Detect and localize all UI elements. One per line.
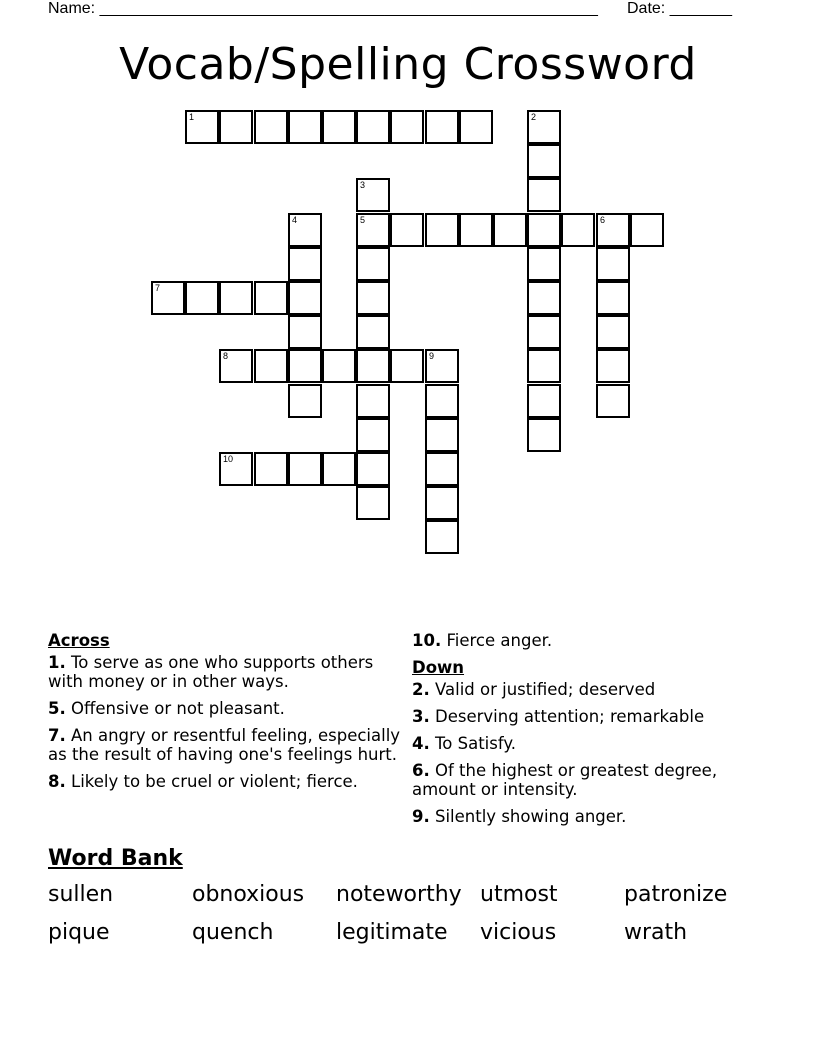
clue-number: 9 xyxy=(429,351,435,361)
crossword-cell[interactable] xyxy=(596,213,630,247)
crossword-cell[interactable] xyxy=(151,281,185,315)
clue-down-6: 6. Of the highest or greatest degree, amount or intensity. xyxy=(412,761,718,799)
crossword-cell[interactable] xyxy=(493,213,527,247)
crossword-cell[interactable] xyxy=(596,247,630,281)
clue-number: 4 xyxy=(292,215,298,225)
crossword-cell[interactable] xyxy=(425,520,459,554)
clue-number: 7 xyxy=(155,283,161,293)
crossword-cell[interactable] xyxy=(219,110,253,144)
crossword-cell[interactable] xyxy=(288,384,322,418)
crossword-cell[interactable] xyxy=(356,452,390,486)
clue-number: 8 xyxy=(223,351,229,361)
down-heading: Down xyxy=(412,658,465,677)
crossword-cell[interactable] xyxy=(219,452,253,486)
crossword-cell[interactable] xyxy=(322,349,356,383)
crossword-cell[interactable] xyxy=(527,281,561,315)
crossword-cell[interactable] xyxy=(356,247,390,281)
clues-right-column xyxy=(412,631,772,834)
crossword-cell[interactable] xyxy=(390,349,424,383)
crossword-cell[interactable] xyxy=(596,281,630,315)
crossword-cell[interactable] xyxy=(596,349,630,383)
clue-down-9: 9. Silently showing anger. xyxy=(412,807,627,826)
clue-down-3: 3. Deserving attention; remarkable xyxy=(412,707,705,726)
crossword-cell[interactable] xyxy=(425,486,459,520)
crossword-cell[interactable] xyxy=(356,110,390,144)
crossword-cell[interactable] xyxy=(254,349,288,383)
crossword-cell[interactable] xyxy=(527,349,561,383)
word-bank-item: utmost xyxy=(480,882,558,907)
clue-number: 2 xyxy=(531,112,537,122)
word-bank-item: pique xyxy=(48,920,110,945)
crossword-cell[interactable] xyxy=(288,315,322,349)
crossword-cell[interactable] xyxy=(254,281,288,315)
crossword-cell[interactable] xyxy=(459,213,493,247)
crossword-cell[interactable] xyxy=(425,418,459,452)
crossword-cell[interactable] xyxy=(288,213,322,247)
crossword-cell[interactable] xyxy=(527,247,561,281)
crossword-cell[interactable] xyxy=(254,110,288,144)
page-title: Vocab/Spelling Crossword xyxy=(119,39,697,90)
crossword-cell[interactable] xyxy=(185,110,219,144)
crossword-cell[interactable] xyxy=(561,213,595,247)
clue-number: 10 xyxy=(223,454,234,464)
crossword-cell[interactable] xyxy=(390,110,424,144)
word-bank-item: wrath xyxy=(624,920,688,945)
clue-number: 6 xyxy=(600,215,606,225)
crossword-cell[interactable] xyxy=(322,110,356,144)
clue-across-7: 7. An angry or resentful feeling, especially as the result of having one's feelings hurt. xyxy=(48,726,401,764)
word-bank-title: Word Bank xyxy=(48,846,183,871)
crossword-cell[interactable] xyxy=(288,110,322,144)
crossword-cell[interactable] xyxy=(288,281,322,315)
crossword-cell[interactable] xyxy=(596,315,630,349)
word-bank-item: patronize xyxy=(624,882,728,907)
word-bank-item: quench xyxy=(192,920,274,945)
crossword-cell[interactable] xyxy=(527,315,561,349)
date-field-label: Date: _______ xyxy=(627,0,732,17)
clue-down-2: 2. Valid or justified; deserved xyxy=(412,680,656,699)
crossword-cell[interactable] xyxy=(185,281,219,315)
name-field-label: Name: ________________________________________________________ xyxy=(48,0,598,17)
crossword-cell[interactable] xyxy=(288,452,322,486)
crossword-cell[interactable] xyxy=(356,384,390,418)
crossword-cell[interactable] xyxy=(425,452,459,486)
crossword-cell[interactable] xyxy=(425,349,459,383)
crossword-cell[interactable] xyxy=(288,247,322,281)
crossword-cell[interactable] xyxy=(425,110,459,144)
clue-across-5: 5. Offensive or not pleasant. xyxy=(48,699,285,718)
crossword-cell[interactable] xyxy=(219,281,253,315)
clues-left-column xyxy=(48,631,403,799)
crossword-cell[interactable] xyxy=(254,452,288,486)
clue-across-8: 8. Likely to be cruel or violent; fierce. xyxy=(48,772,358,791)
crossword-cell[interactable] xyxy=(527,418,561,452)
crossword-cell[interactable] xyxy=(356,178,390,212)
word-bank-item: legitimate xyxy=(336,920,448,945)
word-bank-item: noteworthy xyxy=(336,882,462,907)
crossword-cell[interactable] xyxy=(459,110,493,144)
crossword-cell[interactable] xyxy=(390,213,424,247)
crossword-cell[interactable] xyxy=(527,178,561,212)
crossword-cell[interactable] xyxy=(527,110,561,144)
clue-across-1: 1. To serve as one who supports others with money or in other ways. xyxy=(48,653,374,691)
clue-number: 5 xyxy=(360,215,366,225)
crossword-cell[interactable] xyxy=(527,213,561,247)
crossword-cell[interactable] xyxy=(288,349,322,383)
crossword-cell[interactable] xyxy=(219,349,253,383)
word-bank-item: vicious xyxy=(480,920,557,945)
crossword-cell[interactable] xyxy=(596,384,630,418)
crossword-cell[interactable] xyxy=(425,384,459,418)
word-bank-item: sullen xyxy=(48,882,114,907)
crossword-cell[interactable] xyxy=(356,418,390,452)
crossword-cell[interactable] xyxy=(322,452,356,486)
crossword-cell[interactable] xyxy=(356,281,390,315)
crossword-cell[interactable] xyxy=(356,315,390,349)
crossword-cell[interactable] xyxy=(356,213,390,247)
crossword-cell[interactable] xyxy=(356,486,390,520)
crossword-cell[interactable] xyxy=(630,213,664,247)
clue-number: 1 xyxy=(189,112,195,122)
across-heading: Across xyxy=(48,631,110,650)
crossword-cell[interactable] xyxy=(356,349,390,383)
crossword-cell[interactable] xyxy=(527,384,561,418)
clue-number: 3 xyxy=(360,180,366,190)
clue-across-10: 10. Fierce anger. xyxy=(412,631,553,650)
crossword-cell[interactable] xyxy=(425,213,459,247)
clue-down-4: 4. To Satisfy. xyxy=(412,734,517,753)
word-bank-item: obnoxious xyxy=(192,882,305,907)
crossword-cell[interactable] xyxy=(527,144,561,178)
